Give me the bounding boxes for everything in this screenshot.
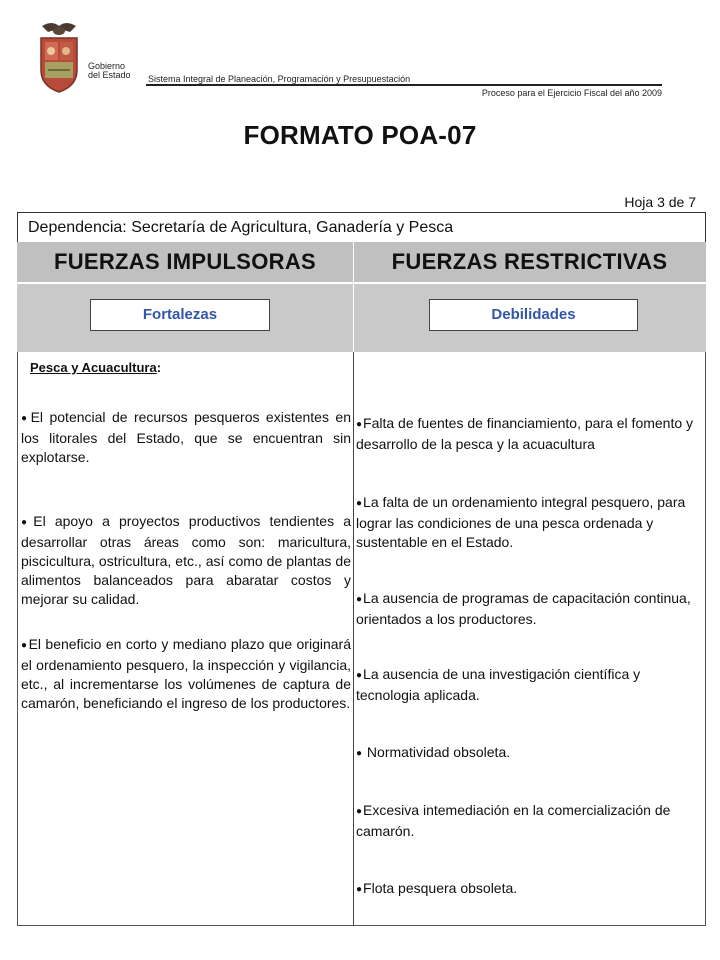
column-divider [353, 352, 354, 926]
debilidad-text: La ausencia de una investigación científica y tecnologia aplicada. [356, 666, 641, 703]
section-title: Pesca y Acuacultura [30, 360, 157, 375]
fortaleza-text: El potencial de recursos pesqueros existentes en los litorales del Estado, que se encuentran sin explotarse. [21, 409, 351, 465]
gov-line-2: del Estado [88, 70, 131, 80]
debilidad-item [356, 879, 704, 900]
debilidad-item [356, 493, 704, 552]
band-separator [17, 282, 706, 284]
government-label [88, 62, 131, 80]
content-area [17, 352, 706, 926]
fortaleza-item [21, 408, 351, 467]
debilidad-text: La ausencia de programas de capacitación continua, orientados a los productores. [356, 590, 691, 627]
fortaleza-item [21, 512, 351, 609]
debilidad-item [356, 665, 704, 705]
page-number: Hoja 3 de 7 [624, 194, 696, 210]
debilidad-text: Excesiva intemediación en la comercialización de camarón. [356, 802, 671, 839]
fortaleza-item [21, 635, 351, 713]
debilidades-label: Debilidades [429, 299, 638, 331]
debilidad-item [356, 414, 704, 454]
state-seal-icon [36, 18, 82, 96]
system-name: Sistema Integral de Planeación, Programación y Presupuestación [148, 74, 411, 84]
fortalezas-label: Fortalezas [90, 299, 270, 331]
dependencia-field: Dependencia: Secretaría de Agricultura, Ganadería y Pesca [17, 212, 706, 242]
poa-form [17, 212, 706, 926]
header-rule [146, 84, 662, 86]
debilidad-item [356, 589, 704, 629]
fortaleza-text: El apoyo a proyectos productivos tendientes a desarrollar otras áreas como son: maricultura, piscicultura, ostricultura, etc., así como de plantas de alimentos balanceados para abaratar costos y mejorar su calidad. [21, 513, 351, 607]
section-suffix: : [156, 360, 162, 375]
debilidad-item [356, 801, 704, 841]
gov-line-1: Gobierno [88, 61, 126, 71]
labels-divider [353, 282, 354, 352]
section-heading [30, 360, 161, 375]
debilidad-text: Flota pesquera obsoleta. [363, 880, 518, 896]
debilidad-item [356, 743, 704, 764]
process-label: Proceso para el Ejercicio Fiscal del año 2009 [481, 88, 662, 98]
debilidad-text: Normatividad obsoleta. [363, 744, 511, 760]
fortaleza-text: El beneficio en corto y mediano plazo que originará el ordenamiento pesquero, la inspección y vigilancia, etc., al incrementarse los volúmenes de captura de camarón, beneficiando el ingreso de los productores. [21, 636, 351, 711]
debilidad-text: La falta de un ordenamiento integral pesquero, para lograr las condiciones de una pesca ordenada y sustentable en el Estado. [356, 494, 686, 550]
impulsoras-heading: FUERZAS IMPULSORAS [53, 249, 317, 274]
page-title: FORMATO POA-07 [243, 120, 477, 150]
debilidad-text: Falta de fuentes de financiamiento, para el fomento y desarrollo de la pesca y la acuacultura [356, 415, 694, 452]
labels-band [17, 282, 706, 352]
forces-header-band [17, 242, 706, 282]
restrictivas-heading: FUERZAS RESTRICTIVAS [391, 249, 668, 274]
